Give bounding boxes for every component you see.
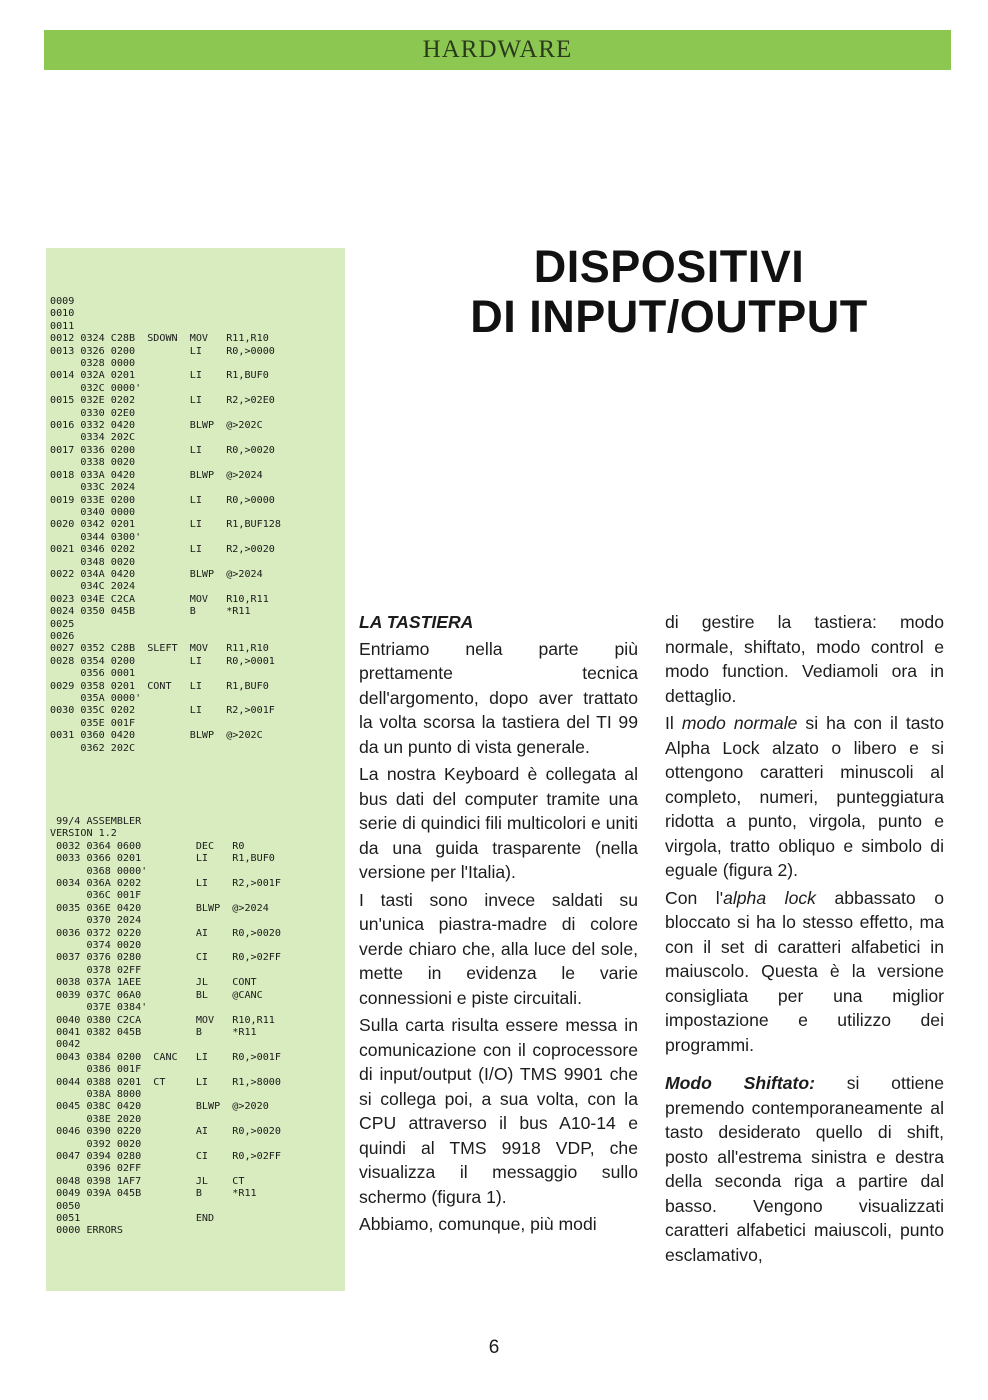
assembler-listing-part-2: 99/4 ASSEMBLER VERSION 1.2 0032 0364 0600 DEC R0 0033 0366 0201 LI R1,BUF0 0368 0000' 0034 036A 0202 LI R2,>001F 036C 001F 0035 036E 0420 BLWP @>2024 0370 2024 0036 0372 0220 AI R0,>0020 0374 0020 0037 0376 0280 CI R0,>02FF 0378 02FF 0038 037A 1AEE JL CONT 0039 037C 06A0 BL @CANC 037E 0384' 0040 0380 C2CA MOV R10,R11 0041 0382 045B B *R11 0042 0043 0384 0200 CANC LI R0,>001F 0386 001F 0044 0388 0201 CT LI R1,>8000 038A 8000 0045 038C 0420 BLWP @>2020 038E 2020 0046 0390 0220 AI R0,>0020 0392 0020 0047 0394 0280 CI R0,>02FF 0396 02FF 0048 0398 1AF7 JL CT 0049 039A 045B B *R11 0050 0051 END 0000 ERRORS xyxy=(50,816,281,1237)
assembler-listing-box xyxy=(46,248,345,1291)
section-heading-la-tastiera: LA TASTIERA xyxy=(359,612,474,632)
paragraph-modo-shiftato xyxy=(665,1071,944,1267)
emphasis: alpha lock xyxy=(723,887,816,908)
text-run: si ottiene premendo contemporaneamente al tasto desiderato quello di shift, posto all'estrema sinistra e destra della seconda riga a partire dal basso. Vengono visualizzati caratteri alfabetici maiuscoli, punto esclamativo, xyxy=(665,1073,944,1265)
article-title xyxy=(400,242,938,342)
page-number: 6 xyxy=(488,1337,500,1358)
section-title: HARDWARE xyxy=(422,36,573,63)
run-in-heading: Modo Shiftato: xyxy=(665,1073,815,1093)
article-column-2 xyxy=(665,610,944,1270)
text-run: si ha con il tasto Alpha Lock alzato o libero e si ottengono caratteri minuscoli al completo, numeri, punteggiatura ridotta a punto, virgola, punto e virgola, tratto obliquo e simbolo di eguale (figura 2). xyxy=(665,713,945,880)
text-run: Il xyxy=(665,713,682,733)
text-run: Con l' xyxy=(665,887,724,908)
paragraph: I tasti sono invece saldati su un'unica piastra-madre di colore verde chiaro che, alla luce del sole, mette in evidenza le varie connessioni e piste circuitali. xyxy=(359,889,638,1008)
emphasis: modo normale xyxy=(681,713,798,733)
paragraph: La nostra Keyboard è collegata al bus dati del computer tramite una serie di quindici fili multicolori e uniti da una guida trasparente (nella versione per l'Italia). xyxy=(359,764,638,882)
paragraph: Abbiamo, comunque, più modi xyxy=(359,1214,597,1234)
text-run: abbassato o bloccato si ha lo stesso effetto, ma con il set di caratteri alfabetici in maiuscolo. Questa è la versione consigliata per una miglior impostazione e utilizzo dei programmi. xyxy=(665,887,944,1055)
assembler-listing-part-1: 0009 0010 0011 0012 0324 C28B SDOWN MOV R11,R10 0013 0326 0200 LI R0,>0000 0328 0000 0014 032A 0201 LI R1,BUF0 032C 0000' 0015 032E 0202 LI R2,>02E0 0330 02E0 0016 0332 0420 BLWP @>202C 0334 202C 0017 0336 0200 LI R0,>0020 0338 0020 0018 033A 0420 BLWP @>2024 033C 2024 0019 033E 0200 LI R0,>0000 0340 0000 0020 0342 0201 LI R1,BUF128 0344 0300' 0021 0346 0202 LI R2,>0020 0348 0020 0022 034A 0420 BLWP @>2024 034C 2024 0023 034E C2CA MOV R10,R11 0024 0350 045B B *R11 0025 0026 0027 0352 C28B SLEFT MOV R11,R10 0028 0354 0200 LI R0,>0001 0356 0001 0029 0358 0201 CONT LI R1,BUF0 035A 0000' 0030 035C 0202 LI R2,>001F 035E 001F 0031 0360 0420 BLWP @>202C 0362 202C xyxy=(50,296,281,754)
paragraph: Sulla carta risulta essere messa in comunicazione con il coprocessore di input/output (I/O) TMS 9901 che si collega poi, a sua volta, con la CPU attraverso il bus A10-14 e quindi al TMS 9918 VDP, che visualizza il messaggio sullo schermo (figura 1). xyxy=(359,1015,638,1207)
article-column-1 xyxy=(359,610,638,1240)
paragraph-alpha-lock xyxy=(665,886,944,1058)
paragraph: di gestire la tastiera: modo normale, shiftato, modo control e modo function. Vediamoli ora in dettaglio. xyxy=(665,612,944,706)
section-header-bar xyxy=(44,30,951,70)
article-title-line-1: DISPOSITIVI xyxy=(533,241,805,292)
paragraph: Entriamo nella parte più prettamente tecnica dell'argomento, dopo aver trattato la volta scorsa la tastiera del TI 99 da un punto di vista generale. xyxy=(359,638,638,757)
article-title-line-2: DI INPUT/OUTPUT xyxy=(470,291,868,342)
paragraph-modo-normale xyxy=(665,711,944,883)
